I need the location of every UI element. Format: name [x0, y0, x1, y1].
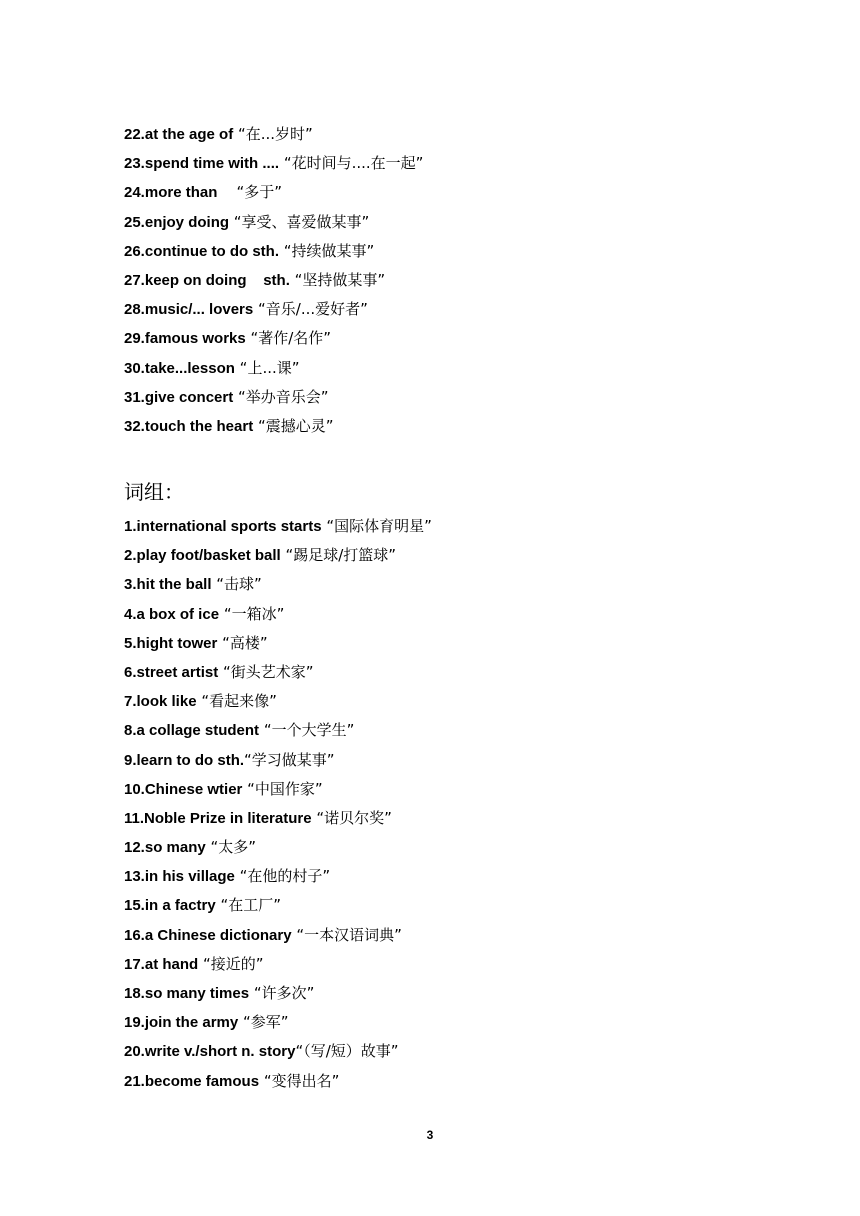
list-item — [124, 833, 432, 862]
list-item — [124, 687, 432, 716]
phrase-english: 29.famous works — [124, 330, 246, 348]
phrase-translation: “参军” — [238, 1013, 289, 1032]
list-item — [124, 891, 432, 920]
section-heading-phrases: 词组： — [124, 480, 184, 504]
phrase-english: 19.join the army — [124, 1014, 239, 1032]
phrase-english: 23.spend time with .... — [124, 155, 280, 173]
phrase-translation: “一本汉语词典” — [291, 925, 402, 944]
phrase-english: 11.Noble Prize in literature — [124, 809, 312, 827]
phrase-english: 1.international sports starts — [124, 518, 322, 535]
list-item — [124, 354, 423, 383]
phrase-translation: “（写/短）故事” — [295, 1042, 399, 1061]
page-number: 3 — [426, 1128, 434, 1142]
phrase-translation: “中国作家” — [242, 779, 323, 798]
list-item — [124, 412, 423, 441]
phrase-english: 25.enjoy doing — [124, 213, 230, 231]
phrase-english: 28.music/... lovers — [124, 301, 254, 319]
phrase-english: 22.at the age of — [124, 126, 234, 143]
phrase-translation: “击球” — [211, 575, 262, 594]
phrase-translation: “街头艺术家” — [218, 662, 314, 681]
list-item — [124, 804, 432, 833]
phrase-english: 6.street artist — [124, 663, 219, 681]
phrase-translation: “在工厂” — [215, 896, 282, 915]
phrase-english: story — [254, 1043, 296, 1061]
list-item — [124, 512, 432, 541]
phrase-translation: “诺贝尔奖” — [311, 808, 392, 827]
list-item — [124, 237, 423, 266]
phrase-translation: “太多” — [205, 838, 257, 857]
list-item — [124, 208, 423, 237]
phrase-english: 3.hit the ball — [124, 576, 212, 594]
phrase-list — [124, 512, 432, 1096]
phrase-abbreviation: sth. — [252, 242, 280, 260]
list-item — [124, 716, 432, 745]
list-item — [124, 178, 423, 207]
phrase-english: 26.continue to do — [124, 242, 253, 260]
list-item — [124, 120, 423, 149]
phrase-translation: “国际体育明星” — [321, 517, 432, 535]
list-item — [124, 921, 432, 950]
phrase-translation: “花时间与....在一起” — [279, 154, 424, 173]
list-item — [124, 295, 423, 324]
phrase-translation: “多于” — [217, 183, 282, 202]
phrase-english: 17.at hand — [124, 955, 199, 973]
phrase-translation: “震撼心灵” — [253, 416, 334, 435]
phrase-english: 24.more than — [124, 184, 218, 202]
phrase-translation: “看起来像” — [196, 692, 277, 711]
list-item — [124, 950, 432, 979]
phrase-translation: “一个大学生” — [259, 721, 355, 740]
list-item — [124, 149, 423, 178]
list-item — [124, 1067, 432, 1096]
list-item — [124, 746, 432, 775]
list-item — [124, 324, 423, 353]
list-item — [124, 266, 423, 295]
phrase-translation: “在...岁时” — [233, 125, 313, 143]
phrase-english: 30.take...lesson — [124, 359, 235, 377]
phrase-translation: “高楼” — [217, 633, 268, 652]
list-item — [124, 570, 432, 599]
phrase-english: 7.look like — [124, 693, 197, 711]
phrase-english: 31.give concert — [124, 388, 234, 406]
phrase-list-continued — [124, 120, 423, 441]
phrase-english: 4.a box of ice — [124, 605, 220, 623]
list-item — [124, 541, 432, 570]
phrase-translation: “变得出名” — [259, 1071, 340, 1090]
list-item — [124, 1008, 432, 1037]
phrase-english: 8.a collage student — [124, 722, 260, 740]
phrase-english: 13.in his village — [124, 868, 235, 886]
phrase-translation: “上...课” — [234, 358, 300, 377]
phrase-english: 21.become famous — [124, 1072, 260, 1090]
phrase-english: 32.touch the heart — [124, 417, 254, 435]
phrase-translation: “著作/名作” — [245, 329, 332, 348]
phrase-translation: “在他的村子” — [234, 867, 331, 886]
list-item — [124, 383, 423, 412]
phrase-abbreviation: sth. — [217, 751, 245, 769]
phrase-translation: “许多次” — [249, 984, 315, 1002]
phrase-english: 5.hight tower — [124, 634, 218, 652]
phrase-translation: “举办音乐会” — [233, 387, 329, 406]
phrase-english: 9.learn to do — [124, 751, 218, 769]
phrase-translation: “踢足球/打篮球” — [280, 546, 397, 565]
phrase-english: 12.so many — [124, 839, 206, 857]
phrase-translation: “一箱冰” — [219, 604, 285, 623]
phrase-english: 27.keep on doing — [124, 271, 264, 289]
phrase-english: 16.a Chinese dictionary — [124, 926, 292, 944]
list-item — [124, 979, 432, 1008]
phrase-translation: “音乐/...爱好者” — [253, 300, 368, 319]
list-item — [124, 658, 432, 687]
phrase-english: 18.so many times — [124, 985, 250, 1002]
phrase-english: 2.play foot/basket ball — [124, 547, 281, 565]
list-item — [124, 629, 432, 658]
phrase-translation: “享受、喜爱做某事” — [229, 212, 370, 231]
list-item — [124, 600, 432, 629]
phrase-english: 10.Chinese wtier — [124, 780, 243, 798]
list-item — [124, 1037, 432, 1066]
phrase-translation: “学习做某事” — [244, 750, 335, 769]
phrase-translation: “坚持做某事” — [289, 270, 386, 289]
phrase-english: 20.write — [124, 1043, 185, 1061]
phrase-abbreviation: sth. — [263, 271, 290, 289]
list-item — [124, 775, 432, 804]
phrase-english: 15.in a factry — [124, 897, 216, 915]
phrase-translation: “持续做某事” — [279, 241, 375, 260]
list-item — [124, 862, 432, 891]
phrase-translation: “接近的” — [198, 954, 264, 973]
phrase-abbreviation: v./short n. — [184, 1043, 255, 1061]
